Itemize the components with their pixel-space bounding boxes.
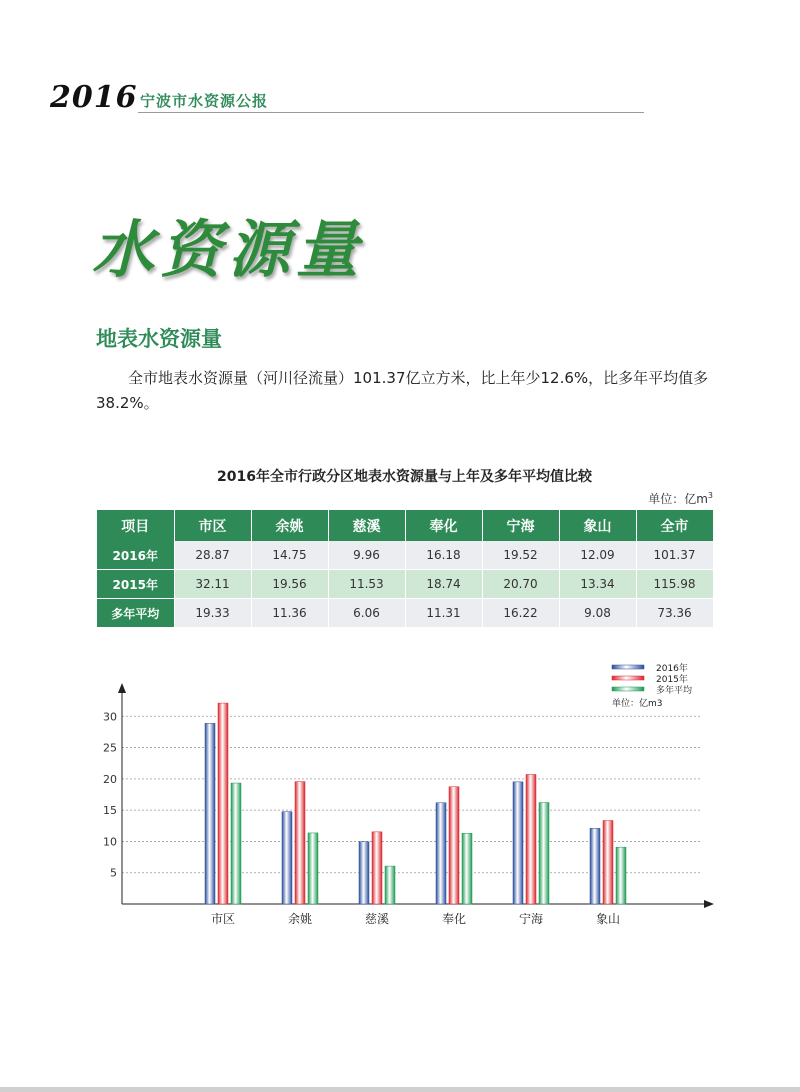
table-header-cell: 市区	[174, 510, 251, 541]
table-title: 2016年全市行政分区地表水资源量与上年及多年平均值比较	[217, 469, 592, 485]
table-cell: 101.37	[636, 541, 713, 570]
header-rule	[138, 112, 644, 113]
page-title: 水资源量	[92, 213, 365, 286]
bar-多年平均	[616, 847, 626, 904]
legend-label: 2015年	[656, 675, 688, 685]
x-category-label: 象山	[595, 912, 621, 926]
table-cell: 11.31	[405, 599, 482, 628]
table-cell: 18.74	[405, 570, 482, 599]
section-title: 地表水资源量	[96, 327, 222, 351]
table-row-label: 2016年	[97, 541, 174, 570]
legend-label: 2016年	[656, 664, 688, 674]
y-tick-label: 20	[103, 772, 117, 786]
table-header-row	[97, 510, 713, 541]
header-year: 2016	[50, 80, 138, 115]
bar-2015年	[295, 782, 305, 904]
table-cell: 73.36	[636, 599, 713, 628]
table-cell: 9.96	[328, 541, 405, 570]
bar-多年平均	[462, 833, 472, 904]
table-header-cell: 余姚	[251, 510, 328, 541]
bar-2016年	[282, 812, 292, 904]
bar-2016年	[436, 803, 446, 904]
bar-chart	[90, 655, 730, 935]
bar-2015年	[449, 787, 459, 904]
y-tick-label: 5	[110, 866, 117, 880]
bar-2016年	[590, 828, 600, 904]
table-unit-sup: 3	[707, 491, 713, 500]
bar-2016年	[513, 782, 523, 904]
legend-swatch	[612, 665, 644, 669]
table-cell: 16.18	[405, 541, 482, 570]
table-cell: 12.09	[559, 541, 636, 570]
bar-多年平均	[231, 783, 241, 904]
header-doc-title: 宁波市水资源公报	[140, 92, 269, 110]
table-row	[97, 541, 713, 570]
y-tick-label: 30	[103, 710, 117, 724]
table-cell: 19.33	[174, 599, 251, 628]
table-unit	[648, 490, 713, 507]
x-category-label: 奉化	[441, 912, 467, 926]
x-category-label: 市区	[210, 912, 236, 926]
x-axis-arrow	[704, 900, 714, 908]
y-tick-label: 25	[103, 741, 117, 755]
table-row	[97, 570, 713, 599]
page-header	[42, 80, 644, 115]
table-header-cell: 象山	[559, 510, 636, 541]
bar-2015年	[218, 703, 228, 904]
y-axis-arrow	[118, 683, 126, 693]
x-category-label: 慈溪	[364, 912, 390, 926]
table-cell: 13.34	[559, 570, 636, 599]
table-cell: 19.52	[482, 541, 559, 570]
table-cell: 32.11	[174, 570, 251, 599]
x-category-label: 宁海	[518, 912, 544, 926]
table-row-label: 2015年	[97, 570, 174, 599]
bar-多年平均	[385, 866, 395, 904]
section-paragraph: 全市地表水资源量（河川径流量）101.37亿立方米，比上年少12.6%，比多年平均值多38.2%。	[96, 369, 709, 412]
bar-多年平均	[539, 803, 549, 904]
table-cell: 9.08	[559, 599, 636, 628]
bar-2016年	[359, 842, 369, 904]
table-row-label: 多年平均	[97, 599, 174, 628]
legend-label: 多年平均	[656, 686, 693, 696]
y-tick-label: 15	[103, 804, 117, 818]
data-table	[97, 510, 714, 628]
table-cell: 11.53	[328, 570, 405, 599]
bar-2016年	[205, 723, 215, 904]
bar-2015年	[526, 774, 536, 904]
legend-swatch	[612, 676, 644, 680]
table-header-cell: 慈溪	[328, 510, 405, 541]
table-unit-prefix: 单位：亿m	[648, 492, 708, 506]
table-cell: 11.36	[251, 599, 328, 628]
x-category-label: 余姚	[287, 912, 313, 926]
table-cell: 19.56	[251, 570, 328, 599]
table-cell: 20.70	[482, 570, 559, 599]
bar-2015年	[603, 821, 613, 904]
table-cell: 16.22	[482, 599, 559, 628]
page-bottom-bar	[0, 1087, 800, 1092]
table-cell: 28.87	[174, 541, 251, 570]
table-header-cell: 全市	[636, 510, 713, 541]
table-cell: 14.75	[251, 541, 328, 570]
table-cell: 6.06	[328, 599, 405, 628]
table-header-cell: 奉化	[405, 510, 482, 541]
bar-2015年	[372, 832, 382, 904]
table-header-cell: 宁海	[482, 510, 559, 541]
y-tick-label: 10	[103, 835, 117, 849]
table-cell: 115.98	[636, 570, 713, 599]
legend-unit: 单位：亿m3	[612, 699, 663, 709]
legend-swatch	[612, 687, 644, 691]
bar-多年平均	[308, 833, 318, 904]
table-header-cell: 项目	[97, 510, 174, 541]
table-row	[97, 599, 713, 628]
